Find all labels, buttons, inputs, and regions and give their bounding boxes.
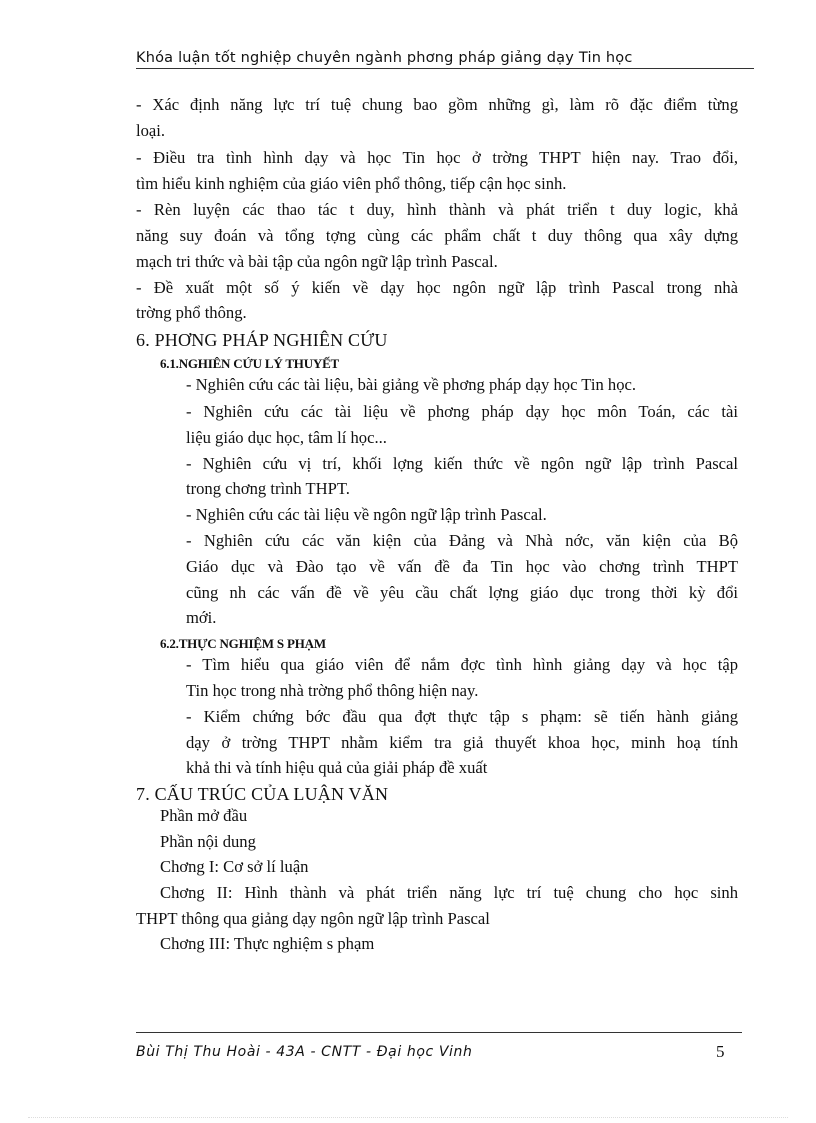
footer-author: Bùi Thị Thu Hoài - 43A - CNTT - Đại học Vinh xyxy=(136,1044,473,1060)
body-line: mạch tri thức và bài tập của ngôn ngữ lập trình Pascal. xyxy=(136,252,498,271)
body-line: - Xác định năng lực trí tuệ chung bao gồm những gì, làm rõ đặc điểm từng xyxy=(136,95,738,114)
section-heading: 7. CẤU TRÚC CỦA LUẬN VĂN xyxy=(136,784,389,804)
body-line: khả thi và tính hiệu quả của giải pháp đề xuất xyxy=(186,758,488,777)
body-line: Giáo dục và Đào tạo về vấn đề đa Tin học vào chơng trình THPT xyxy=(186,557,738,576)
body-line: - Rèn luyện các thao tác t duy, hình thành và phát triển t duy logic, khả xyxy=(136,200,738,219)
body-line: - Nghiên cứu các văn kiện của Đảng và Nhà nớc, văn kiện của Bộ xyxy=(186,531,738,550)
body-line: - Nghiên cứu các tài liệu về phơng pháp dạy học môn Toán, các tài xyxy=(186,402,738,421)
header-rule xyxy=(136,68,754,69)
body-line: Chơng I: Cơ sở lí luận xyxy=(160,857,309,876)
page-header-title: Khóa luận tốt nghiệp chuyên ngành phơng pháp giảng dạy Tin học xyxy=(136,50,633,66)
body-line: tìm hiểu kinh nghiệm của giáo viên phổ thông, tiếp cận học sinh. xyxy=(136,174,567,193)
body-line: - Nghiên cứu các tài liệu về ngôn ngữ lập trình Pascal. xyxy=(186,505,547,524)
subsection-heading: 6.2.THỰC NGHIỆM S PHẠM xyxy=(160,636,326,651)
body-line: Chơng III: Thực nghiệm s phạm xyxy=(160,934,375,953)
body-line: - Điều tra tình hình dạy và học Tin học ở trờng THPT hiện nay. Trao đổi, xyxy=(136,148,738,167)
body-line: THPT thông qua giảng dạy ngôn ngữ lập trình Pascal xyxy=(136,909,490,928)
body-line: - Tìm hiểu qua giáo viên để nắm đợc tình hình giảng dạy và học tập xyxy=(186,655,738,674)
body-line: mới. xyxy=(186,608,217,627)
body-line: dạy ở trờng THPT nhằm kiểm tra giả thuyết khoa học, minh hoạ tính xyxy=(186,733,738,752)
section-heading: 6. PHƠNG PHÁP NGHIÊN CỨU xyxy=(136,330,388,350)
body-line: cũng nh các vấn đề về yêu cầu chất lợng giáo dục trong thời kỳ đổi xyxy=(186,583,738,602)
bottom-dotted-border xyxy=(28,1117,788,1118)
body-line: loại. xyxy=(136,121,166,140)
body-line: Phần nội dung xyxy=(160,832,256,851)
body-line: - Nghiên cứu các tài liệu, bài giảng về phơng pháp dạy học Tin học. xyxy=(186,375,637,394)
body-line: Phần mở đầu xyxy=(160,806,248,825)
page-number: 5 xyxy=(716,1042,725,1061)
body-line: trờng phổ thông. xyxy=(136,303,247,322)
body-line: - Đề xuất một số ý kiến về dạy học ngôn ngữ lập trình Pascal trong nhà xyxy=(136,278,738,297)
body-line: Tin học trong nhà trờng phổ thông hiện nay. xyxy=(186,681,479,700)
body-line: liệu giáo dục học, tâm lí học... xyxy=(186,428,387,447)
body-line: trong chơng trình THPT. xyxy=(186,479,350,498)
footer-rule xyxy=(136,1032,742,1033)
subsection-heading: 6.1.NGHIÊN CỨU LÝ THUYẾT xyxy=(160,356,340,371)
body-line: năng suy đoán và tổng tợng cùng các phẩm chất t duy thông qua xây dựng xyxy=(136,226,738,245)
body-line: - Kiểm chứng bớc đầu qua đợt thực tập s phạm: sẽ tiến hành giảng xyxy=(186,707,738,726)
body-line: Chơng II: Hình thành và phát triển năng lực trí tuệ chung cho học sinh xyxy=(160,883,738,902)
body-line: - Nghiên cứu vị trí, khối lợng kiến thức về ngôn ngữ lập trình Pascal xyxy=(186,454,738,473)
